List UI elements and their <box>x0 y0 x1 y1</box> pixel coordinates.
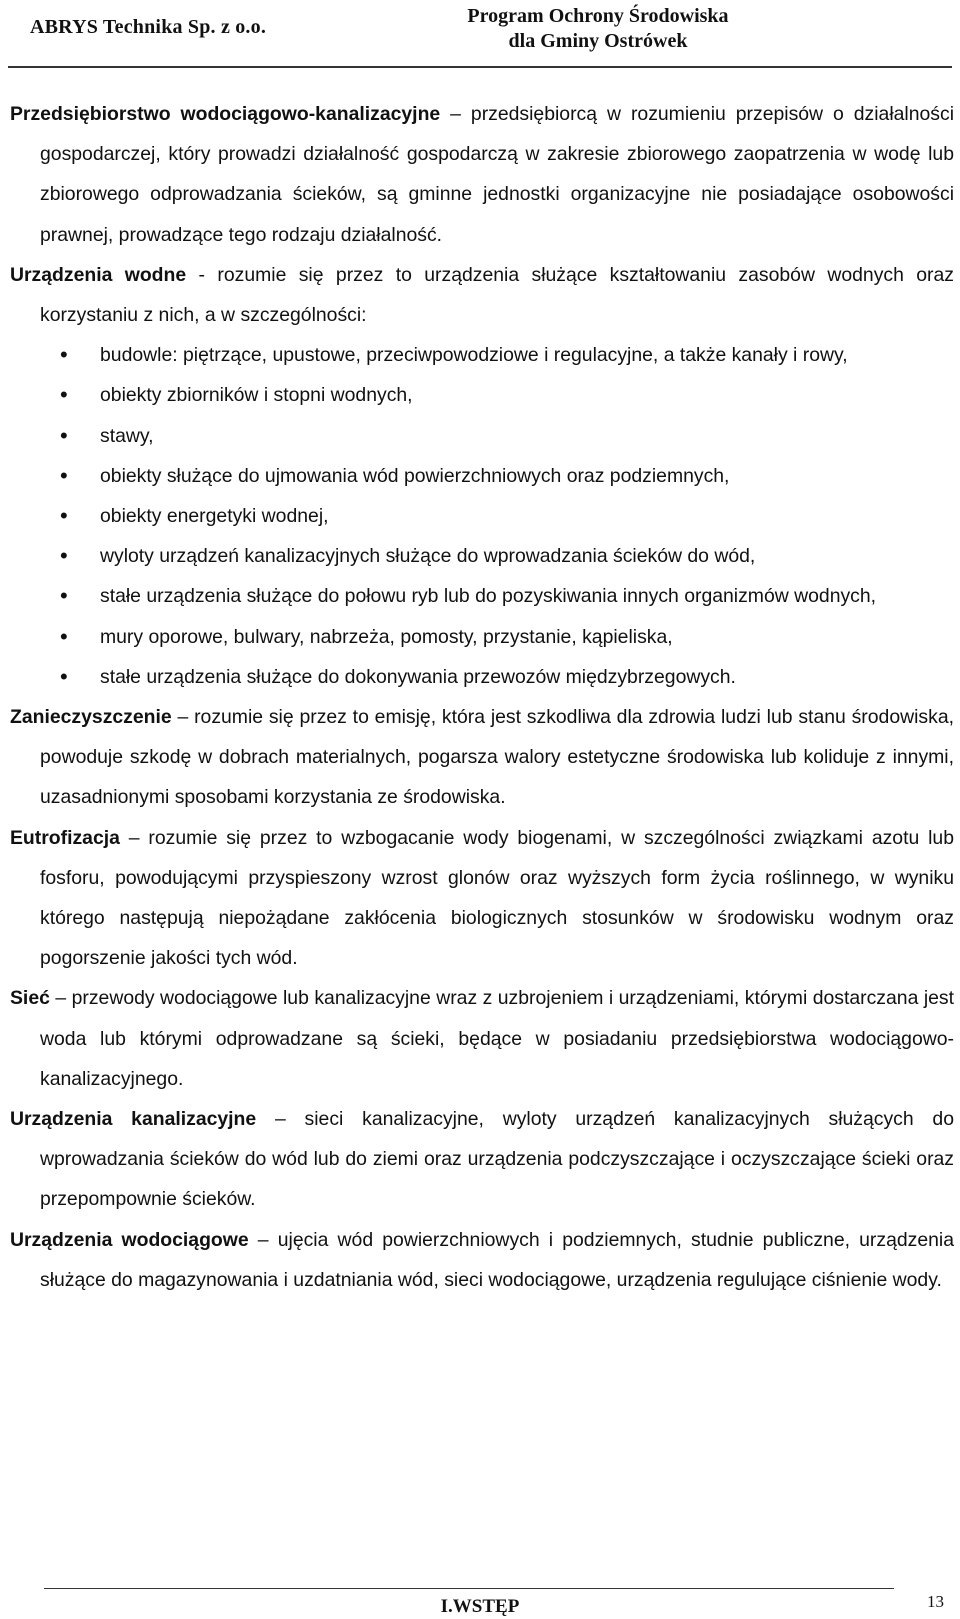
definition-urzadzenia-kanalizacyjne <box>10 1099 954 1220</box>
footer-rule <box>44 1588 894 1589</box>
bullet-list <box>10 335 954 697</box>
definition-text: – przewody wodociągowe lub kanalizacyjne wraz z uzbrojeniem i urządzeniami, którymi dostarczana jest woda lub którymi odprowadzane są ścieki, będące w posiadaniu przedsiębiorstwa wodociągowo-kanalizacyjnego. <box>40 987 954 1090</box>
definition-term: Zanieczyszczenie <box>10 706 172 729</box>
definition-urzadzenia-wodne <box>10 255 954 335</box>
definition-text: – ujęcia wód powierzchniowych i podziemnych, studnie publiczne, urządzenia służące do magazynowania i uzdatniania wód, sieci wodociągowe, urządzenia regulujące ciśnienie wody. <box>40 1228 954 1291</box>
list-item: • stałe urządzenia służące do dokonywania przewozów międzybrzegowych. <box>100 657 954 697</box>
definition-siec <box>10 978 954 1099</box>
definition-urzadzenia-wodociagowe <box>10 1220 954 1300</box>
definition-term: Urządzenia kanalizacyjne <box>10 1108 257 1131</box>
definition-term: Przedsiębiorstwo wodociągowo-kanalizacyjne <box>10 103 441 125</box>
document-title-line2: dla Gminy Ostrówek <box>508 30 688 52</box>
page-header <box>0 0 960 70</box>
definition-term: Urządzenia wodociągowe <box>10 1228 249 1251</box>
definition-text: – rozumie się przez to emisję, która jest szkodliwa dla zdrowia ludzi lub stanu środowiska, powoduje szkodę w dobrach materialnych, pogarsza walory estetyczne środowiska lub koliduje z innymi, uzasadnionymi sposobami korzystania ze środowiska. <box>40 706 954 809</box>
definition-eutrofizacja <box>10 818 954 979</box>
definition-text: – przedsiębiorcą w rozumieniu przepisów o działalności gospodarczej, który prowadzi działalność gospodarczą w zakresie zbiorowego zaopatrzenia w wodę lub zbiorowego odprowadzania ścieków, są gminne jednostki organizacyjne nie posiadające osobowości prawnej, prowadzące tego rodzaju działalność. <box>40 103 955 246</box>
header-rule <box>8 66 952 68</box>
document-title-line1: Program Ochrony Środowiska <box>467 5 729 27</box>
definition-zanieczyszczenie <box>10 697 954 818</box>
list-item: • mury oporowe, bulwary, nabrzeża, pomosty, przystanie, kąpieliska, <box>100 617 954 657</box>
definition-text: – sieci kanalizacyjne, wyloty urządzeń kanalizacyjnych służących do wprowadzania ścieków do wód lub do ziemi oraz urządzenia podczyszczające i oczyszczające ścieki oraz przepompownie ścieków. <box>40 1108 955 1211</box>
list-item: • budowle: piętrzące, upustowe, przeciwpowodziowe i regulacyjne, a także kanały i rowy, <box>100 335 954 375</box>
definition-text: – rozumie się przez to wzbogacanie wody biogenami, w szczególności związkami azotu lub fosforu, powodującymi przyspieszony wzrost glonów oraz wyższych form życia roślinnego, w wyniku którego następują niepożądane zakłócenia biologicznych stosunków w środowisku wodnym oraz pogorszenie jakości tych wód. <box>40 826 954 970</box>
list-item: • obiekty służące do ujmowania wód powierzchniowych oraz podziemnych, <box>100 456 954 496</box>
definition-term: Urządzenia wodne <box>10 263 187 286</box>
list-item: • stałe urządzenia służące do połowu ryb lub do pozyskiwania innych organizmów wodnych, <box>100 576 954 616</box>
page-number: 13 <box>927 1592 944 1611</box>
document-body <box>10 94 954 1300</box>
list-item: • obiekty zbiorników i stopni wodnych, <box>100 375 954 415</box>
definition-przedsiebiorstwo <box>10 94 954 255</box>
list-item: • wyloty urządzeń kanalizacyjnych służące do wprowadzania ścieków do wód, <box>100 536 954 576</box>
list-item: • obiekty energetyki wodnej, <box>100 496 954 536</box>
definition-text: - rozumie się przez to urządzenia służące kształtowaniu zasobów wodnych oraz korzystaniu z nich, a w szczególności: <box>40 263 954 327</box>
definition-term: Eutrofizacja <box>10 826 120 849</box>
document-title <box>448 4 748 54</box>
chapter-title: I.WSTĘP <box>440 1596 520 1617</box>
definition-term: Sieć <box>10 987 50 1010</box>
list-item: • stawy, <box>100 416 954 456</box>
company-name: ABRYS Technika Sp. z o.o. <box>30 16 267 38</box>
